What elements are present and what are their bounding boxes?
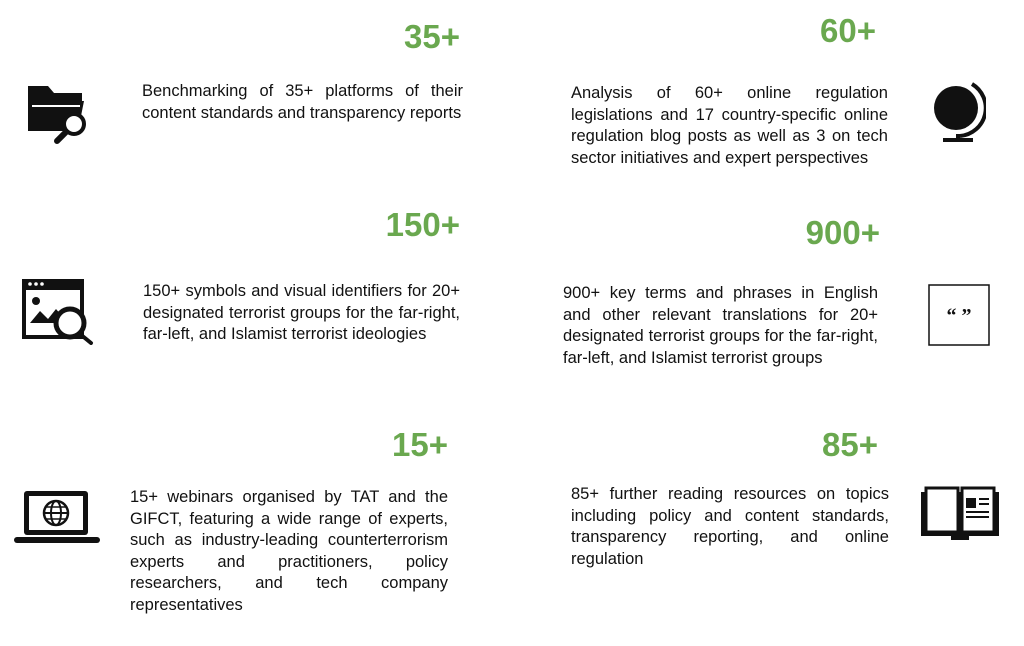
stat-60: 60+ (820, 12, 876, 49)
svg-text:“ ”: “ ” (946, 305, 972, 327)
open-book-icon (921, 486, 999, 542)
description-85: 85+ further reading resources on topics including policy and content standards, transparency reporting, and online regulation (571, 485, 889, 568)
description-60: Analysis of 60+ online regulation legislations and 17 country-specific online regulation blog posts as well as 3 on tech sector initiatives and expert perspectives (571, 84, 888, 167)
description-900: 900+ key terms and phrases in English and other relevant translations for 20+ designated terrorist groups for the far-right, far-left, and Islamist terrorist groups (563, 284, 878, 367)
folder-search-icon (26, 80, 92, 146)
stat-150: 150+ (385, 206, 460, 243)
stat-15: 15+ (392, 426, 448, 463)
quote-icon (928, 284, 990, 346)
globe-icon (930, 78, 986, 144)
stat-35: 35+ (404, 18, 460, 55)
description-150: 150+ symbols and visual identifiers for 20+ designated terrorist groups for the far-right, far-left, and Islamist terrorist ideologies (143, 282, 460, 343)
description-35: Benchmarking of 35+ platforms of their content standards and transparency reports (142, 82, 463, 122)
stat-900: 900+ (805, 214, 880, 251)
stat-85: 85+ (822, 426, 878, 463)
description-15: 15+ webinars organised by TAT and the GIFCT, featuring a wide range of experts, such as industry-leading counterterrorism experts and practitioners, policy researchers, and tech company representatives (130, 488, 448, 614)
image-search-icon (20, 277, 96, 345)
laptop-globe-icon (14, 489, 100, 545)
